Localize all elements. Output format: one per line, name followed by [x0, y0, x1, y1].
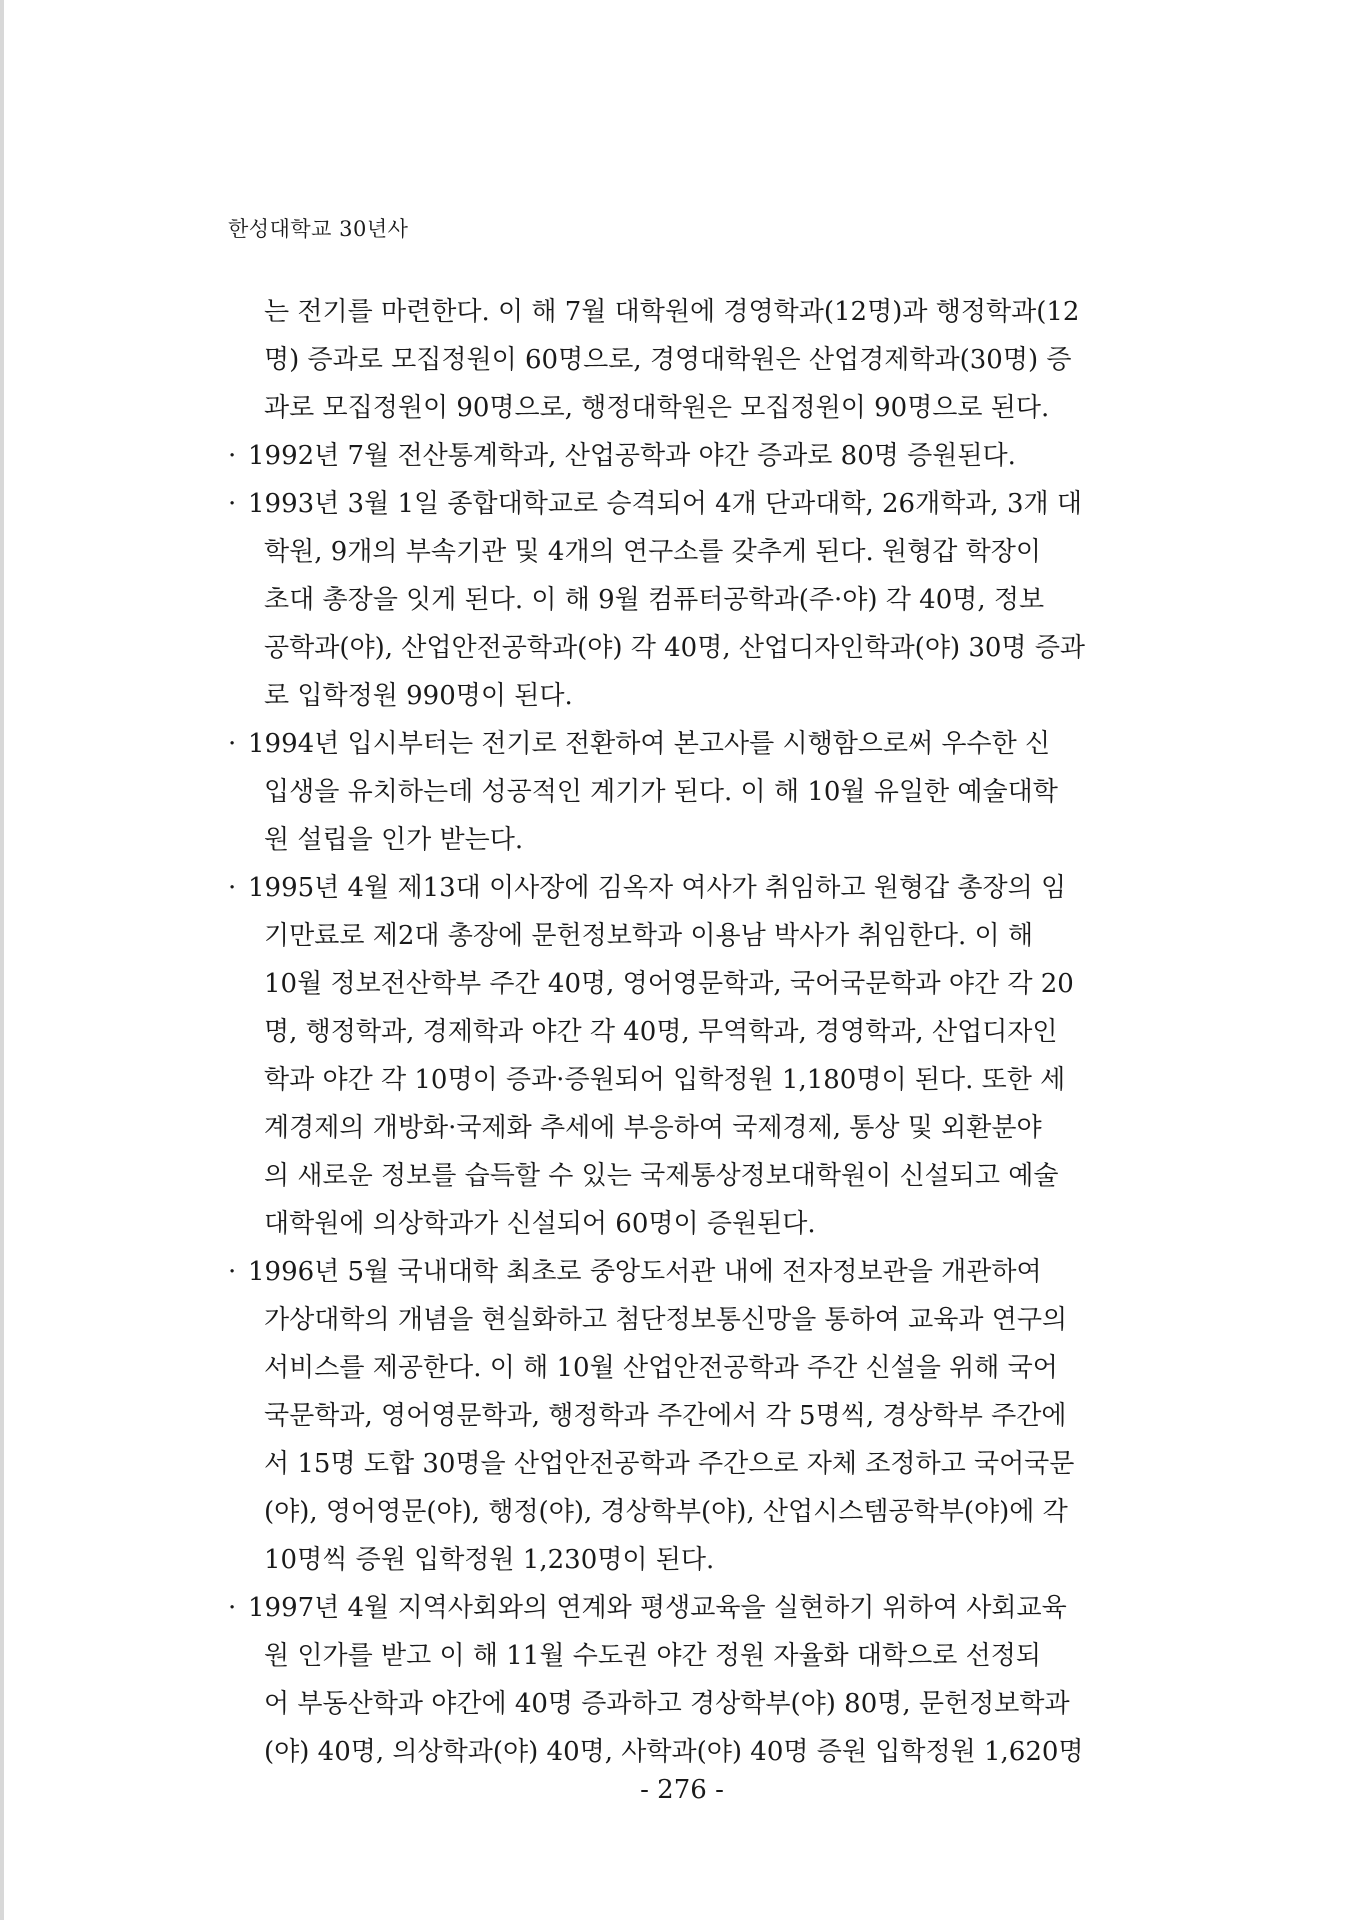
- text-line: [228, 1440, 1180, 1488]
- text-line: [228, 384, 1180, 432]
- line-text: 학과 야간 각 10명이 증과·증원되어 입학정원 1,180명이 된다. 또한 세: [264, 1065, 1066, 1095]
- text-line: [228, 720, 1180, 768]
- text-line: [228, 912, 1180, 960]
- bullet-dot: ·: [228, 489, 237, 519]
- body-text: [228, 288, 1180, 1776]
- text-line: [228, 1680, 1180, 1728]
- line-text: (야), 영어영문(야), 행정(야), 경상학부(야), 산업시스템공학부(야)에 각: [264, 1497, 1068, 1527]
- line-text: 서 15명 도합 30명을 산업안전공학과 주간으로 자체 조정하고 국어국문: [264, 1449, 1075, 1479]
- text-line: [228, 480, 1180, 528]
- page-number: - 276 -: [640, 1775, 724, 1805]
- text-line: [228, 1728, 1180, 1776]
- bullet-dot: ·: [228, 729, 237, 759]
- line-text: 의 새로운 정보를 습득할 수 있는 국제통상정보대학원이 신설되고 예술: [264, 1161, 1059, 1191]
- line-text: 과로 모집정원이 90명으로, 행정대학원은 모집정원이 90명으로 된다.: [264, 393, 1050, 423]
- text-line: [228, 672, 1180, 720]
- line-text: 명, 행정학과, 경제학과 야간 각 40명, 무역학과, 경영학과, 산업디자인: [264, 1017, 1058, 1047]
- text-line: [228, 1632, 1180, 1680]
- line-text: 학원, 9개의 부속기관 및 4개의 연구소를 갖추게 된다. 원형갑 학장이: [264, 537, 1042, 567]
- line-text: 대학원에 의상학과가 신설되어 60명이 증원된다.: [264, 1209, 816, 1239]
- bullet-dot: ·: [228, 873, 237, 903]
- bullet-dot: ·: [228, 1257, 237, 1287]
- text-line: [228, 1296, 1180, 1344]
- page-edge: [0, 0, 4, 1920]
- text-line: [228, 1104, 1180, 1152]
- text-line: [228, 624, 1180, 672]
- bullet-dot: ·: [228, 1593, 237, 1623]
- bullet-dot: ·: [228, 441, 237, 471]
- line-text: 10월 정보전산학부 주간 40명, 영어영문학과, 국어국문학과 야간 각 20: [264, 969, 1074, 999]
- line-text: 국문학과, 영어영문학과, 행정학과 주간에서 각 5명씩, 경상학부 주간에: [264, 1401, 1067, 1431]
- text-line: [228, 336, 1180, 384]
- text-line: [228, 864, 1180, 912]
- line-text: 1994년 입시부터는 전기로 전환하여 본고사를 시행함으로써 우수한 신: [248, 729, 1051, 759]
- text-line: [228, 1152, 1180, 1200]
- line-text: 1993년 3월 1일 종합대학교로 승격되어 4개 단과대학, 26개학과, 3개 대: [248, 489, 1082, 519]
- line-text: 1997년 4월 지역사회와의 연계와 평생교육을 실현하기 위하여 사회교육: [248, 1593, 1067, 1623]
- text-line: [228, 1584, 1180, 1632]
- text-line: [228, 960, 1180, 1008]
- text-line: [228, 1344, 1180, 1392]
- line-text: 1992년 7월 전산통계학과, 산업공학과 야간 증과로 80명 증원된다.: [248, 441, 1016, 471]
- text-line: [228, 576, 1180, 624]
- line-text: 1995년 4월 제13대 이사장에 김옥자 여사가 취임하고 원형갑 총장의 임: [248, 873, 1067, 903]
- line-text: 가상대학의 개념을 현실화하고 첨단정보통신망을 통하여 교육과 연구의: [264, 1305, 1068, 1335]
- text-line: [228, 768, 1180, 816]
- line-text: 명) 증과로 모집정원이 60명으로, 경영대학원은 산업경제학과(30명) 증: [264, 345, 1072, 375]
- running-header: 한성대학교 30년사: [228, 217, 409, 241]
- line-text: 초대 총장을 잇게 된다. 이 해 9월 컴퓨터공학과(주·야) 각 40명, 정보: [264, 585, 1045, 615]
- text-line: [228, 1008, 1180, 1056]
- text-line: [228, 1488, 1180, 1536]
- text-line: [228, 1392, 1180, 1440]
- text-line: [228, 1536, 1180, 1584]
- line-text: 는 전기를 마련한다. 이 해 7월 대학원에 경영학과(12명)과 행정학과(12: [264, 297, 1080, 327]
- line-text: 입생을 유치하는데 성공적인 계기가 된다. 이 해 10월 유일한 예술대학: [264, 777, 1058, 807]
- line-text: 서비스를 제공한다. 이 해 10월 산업안전공학과 주간 신설을 위해 국어: [264, 1353, 1058, 1383]
- line-text: 10명씩 증원 입학정원 1,230명이 된다.: [264, 1545, 715, 1575]
- text-line: [228, 528, 1180, 576]
- text-line: [228, 1056, 1180, 1104]
- text-line: [228, 1200, 1180, 1248]
- line-text: 1996년 5월 국내대학 최초로 중앙도서관 내에 전자정보관을 개관하여: [248, 1257, 1042, 1287]
- line-text: (야) 40명, 의상학과(야) 40명, 사학과(야) 40명 증원 입학정원 1,620명: [264, 1737, 1084, 1767]
- line-text: 기만료로 제2대 총장에 문헌정보학과 이용남 박사가 취임한다. 이 해: [264, 921, 1034, 951]
- line-text: 로 입학정원 990명이 된다.: [264, 681, 573, 711]
- text-line: [228, 288, 1180, 336]
- line-text: 어 부동산학과 야간에 40명 증과하고 경상학부(야) 80명, 문헌정보학과: [264, 1689, 1070, 1719]
- line-text: 공학과(야), 산업안전공학과(야) 각 40명, 산업디자인학과(야) 30명 증과: [264, 633, 1086, 663]
- line-text: 원 인가를 받고 이 해 11월 수도권 야간 정원 자율화 대학으로 선정되: [264, 1641, 1042, 1671]
- line-text: 계경제의 개방화·국제화 추세에 부응하여 국제경제, 통상 및 외환분야: [264, 1113, 1042, 1143]
- text-line: [228, 816, 1180, 864]
- text-line: [228, 1248, 1180, 1296]
- text-line: [228, 432, 1180, 480]
- line-text: 원 설립을 인가 받는다.: [264, 825, 524, 855]
